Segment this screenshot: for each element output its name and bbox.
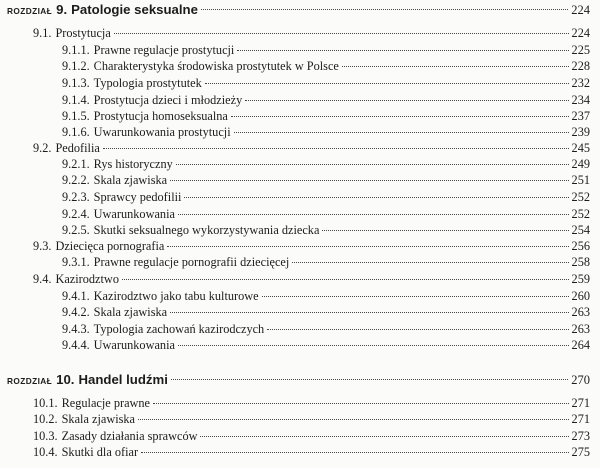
section-title: Skutki seksualnego wykorzystywania dziecka	[93, 223, 320, 237]
toc-entry-9-2	[0, 140, 600, 156]
section-number: 9.4.2.	[62, 305, 90, 319]
section-number: 10.2.	[33, 412, 58, 426]
section-number: 9.4.3.	[62, 322, 90, 336]
section-number: 9.2.5.	[62, 223, 90, 237]
section-number: 9.4.4.	[62, 338, 90, 352]
section-number: 9.1.3.	[62, 76, 90, 90]
section-number: 9.2.1.	[62, 157, 90, 171]
page-number: 271	[571, 412, 590, 426]
dot-leader	[171, 379, 568, 380]
dot-leader	[342, 66, 569, 67]
section-number: 9.2.2.	[62, 173, 90, 187]
section-title: Skala zjawiska	[61, 412, 136, 426]
toc-entry-9-2-1	[0, 156, 600, 172]
toc-entry-9-1-6	[0, 124, 600, 140]
section-number: 9.2.4.	[62, 207, 90, 221]
dot-leader	[170, 312, 568, 313]
toc-entry-9-3-1	[0, 254, 600, 270]
toc-entry-9-2-3	[0, 189, 600, 205]
dot-leader	[103, 148, 569, 149]
section-number: 9.1.1.	[62, 43, 90, 57]
section-title: Typologia prostytutek	[93, 76, 202, 90]
dot-leader	[170, 180, 568, 181]
dot-leader	[237, 50, 568, 51]
dot-leader	[201, 9, 568, 10]
page-number: 224	[571, 3, 590, 17]
section-number: 9.2.	[33, 141, 52, 155]
dot-leader	[176, 164, 569, 165]
page-number: 232	[571, 76, 590, 90]
page-number: 275	[571, 445, 590, 459]
toc-entry-10-4	[0, 444, 600, 460]
section-title: Dziecięca pornografia	[55, 239, 165, 253]
chapter-10-heading	[0, 372, 600, 388]
dot-leader	[262, 296, 569, 297]
section-number: 10.3.	[33, 429, 58, 443]
section-title: Uwarunkowania	[93, 338, 175, 352]
page-number: 252	[571, 207, 590, 221]
page-number: 251	[571, 173, 590, 187]
section-number: 9.1.2.	[62, 59, 90, 73]
section-number: 9.4.1.	[62, 289, 90, 303]
chapter-number: 9.	[56, 2, 68, 17]
dot-leader	[138, 419, 569, 420]
dot-leader	[122, 279, 569, 280]
section-title: Prostytucja	[55, 26, 111, 40]
dot-leader	[234, 132, 569, 133]
section-title: Skala zjawiska	[93, 305, 168, 319]
chapter-9-heading	[0, 2, 600, 18]
chapter-prefix: ROZDZIAŁ	[7, 6, 53, 16]
dot-leader	[167, 246, 568, 247]
toc-entry-9-1-2	[0, 58, 600, 74]
section-title: Regulacje prawne	[61, 396, 151, 410]
chapter-number: 10.	[56, 372, 75, 387]
page-number: 249	[571, 157, 590, 171]
section-title: Zasady działania sprawców	[61, 429, 198, 443]
dot-leader	[267, 329, 568, 330]
page-number: 263	[571, 305, 590, 319]
section-number: 9.1.4.	[62, 93, 90, 107]
section-number: 9.1.	[33, 26, 52, 40]
section-title: Kazirodztwo	[55, 272, 119, 286]
page-number: 225	[571, 43, 590, 57]
section-number: 9.3.1.	[62, 255, 90, 269]
dot-leader	[141, 452, 568, 453]
section-title: Pedofilia	[55, 141, 100, 155]
section-number: 9.1.6.	[62, 125, 90, 139]
section-number: 9.2.3.	[62, 190, 90, 204]
toc-entry-9-4-3	[0, 321, 600, 337]
page-number: 273	[571, 429, 590, 443]
dot-leader	[322, 230, 568, 231]
section-title: Kazirodztwo jako tabu kulturowe	[93, 289, 259, 303]
section-title: Prawne regulacje prostytucji	[93, 43, 235, 57]
chapter-title: Handel ludźmi	[78, 372, 168, 387]
page-number: 239	[571, 125, 590, 139]
toc-entry-9-4-1	[0, 288, 600, 304]
toc-entry-9-1-4	[0, 92, 600, 108]
dot-leader	[231, 116, 569, 117]
dot-leader	[205, 83, 569, 84]
toc-entry-9-2-4	[0, 206, 600, 222]
page-number: 234	[571, 93, 590, 107]
section-title: Skala zjawiska	[93, 173, 168, 187]
section-title: Charakterystyka środowiska prostytutek w Polsce	[93, 59, 339, 73]
chapter-title: Patologie seksualne	[71, 2, 198, 17]
toc-entry-9-1-1	[0, 42, 600, 58]
page-number: 224	[571, 26, 590, 40]
section-title: Prostytucja dzieci i młodzieży	[93, 93, 243, 107]
page-number: 264	[571, 338, 590, 352]
toc-entry-9-1-3	[0, 75, 600, 91]
toc-entry-10-2	[0, 411, 600, 427]
page-number: 263	[571, 322, 590, 336]
page-number: 228	[571, 59, 590, 73]
section-number: 9.1.5.	[62, 109, 90, 123]
page-number: 258	[571, 255, 590, 269]
toc-entry-9-4-4	[0, 337, 600, 353]
dot-leader	[178, 345, 569, 346]
section-title: Prostytucja homoseksualna	[93, 109, 228, 123]
section-number: 10.1.	[33, 396, 58, 410]
section-number: 10.4.	[33, 445, 58, 459]
toc-entry-9-4-2	[0, 304, 600, 320]
dot-leader	[114, 33, 569, 34]
toc-entry-9-1	[0, 25, 600, 41]
toc-entry-9-2-5	[0, 222, 600, 238]
page-number: 237	[571, 109, 590, 123]
toc-entry-10-1	[0, 395, 600, 411]
dot-leader	[245, 100, 568, 101]
section-title: Skutki dla ofiar	[61, 445, 139, 459]
section-title: Prawne regulacje pornografii dziecięcej	[93, 255, 290, 269]
section-title: Uwarunkowania prostytucji	[93, 125, 231, 139]
dot-leader	[184, 197, 568, 198]
dot-leader	[153, 403, 569, 404]
page-number: 252	[571, 190, 590, 204]
page-number: 256	[571, 239, 590, 253]
page-number: 259	[571, 272, 590, 286]
page-number: 271	[571, 396, 590, 410]
page-number: 260	[571, 289, 590, 303]
section-title: Sprawcy pedofilii	[93, 190, 182, 204]
toc-entry-9-2-2	[0, 172, 600, 188]
dot-leader	[178, 214, 569, 215]
dot-leader	[200, 436, 568, 437]
page-number: 270	[571, 373, 590, 387]
section-number: 9.3.	[33, 239, 52, 253]
section-title: Typologia zachowań kazirodczych	[93, 322, 265, 336]
chapter-prefix: ROZDZIAŁ	[7, 376, 53, 386]
section-title: Rys historyczny	[93, 157, 173, 171]
section-number: 9.4.	[33, 272, 52, 286]
toc-entry-9-4	[0, 271, 600, 287]
section-title: Uwarunkowania	[93, 207, 175, 221]
toc-entry-10-3	[0, 428, 600, 444]
toc-entry-9-1-5	[0, 108, 600, 124]
page-number: 245	[571, 141, 590, 155]
page-number: 254	[571, 223, 590, 237]
toc-entry-9-3	[0, 238, 600, 254]
dot-leader	[292, 262, 568, 263]
